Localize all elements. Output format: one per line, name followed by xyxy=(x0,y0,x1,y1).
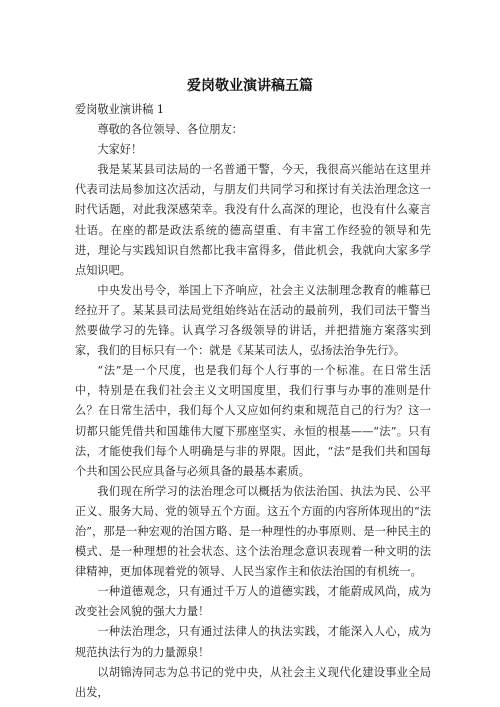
document-subtitle: 爱岗敬业演讲稿 1 xyxy=(75,103,164,116)
paragraph: 一种法治理念，只有通过法律人的执法实践，才能深入人心，成为规范执法行为的力量源泉！ xyxy=(75,625,431,659)
paragraph-salutation: 尊敬的各位领导、各位朋友： xyxy=(97,123,243,137)
document-body xyxy=(75,100,431,703)
paragraph: 以胡锦涛同志为总书记的党中央，从社会主义现代化建设事业全局出发， xyxy=(75,665,431,699)
document-title: 爱岗敬业演讲稿五篇 xyxy=(187,78,313,94)
paragraph-greeting: 大家好！ xyxy=(97,143,143,157)
paragraph: 我们现在所学习的法治理念可以概括为依法治国、执法为民、公平正义、服务大局、党的领导五个方面。这五个方面的内容所体现出的“法治”，那是一种宏观的治国方略、是一种理性的办事原则、是一种民主的模式、是一种理想的社会状态、这个法治理念意识表现着一种文明的法律精神，更加体现着党的领导、人民当家作主和依法治国的有机统一。 xyxy=(75,484,431,579)
paragraph: 我是某某县司法局的一名普通干警，今天，我很高兴能站在这里并代表司法局参加这次活动，与朋友们共同学习和探讨有关法治理念这一时代话题，对此我深感荣幸。我没有什么高深的理论，也没有什么豪言壮语。在座的都是政法系统的德高望重、有丰富工作经验的领导和先进，理论与实践知识自然都比我丰富得多，借此机会，我就向大家多学点知识吧。 xyxy=(75,163,431,277)
paragraph: 一种道德观念，只有通过千万人的道德实践，才能蔚成风尚，成为改变社会风貌的强大力量！ xyxy=(75,585,431,619)
paragraph: 中央发出号令，举国上下齐响应，社会主义法制理念教育的帷幕已经拉开了。某某县司法局党组始终站在活动的最前列，我们司法干警当然要做学习的先锋。认真学习各级领导的讲话，并把措施方案落实到家，我们的目标只有一个：就是《某某司法人，弘扬法治争先行》。 xyxy=(75,283,431,358)
paragraph: “法”是一个尺度，也是我们每个人行事的一个标准。在日常生活中，特别是在我们社会主义文明国度里，我们行事与办事的准则是什么？在日常生活中，我们每个人又应如何约束和规范自己的行为？这一切都只能凭借共和国雄伟大厦下那座坚实、永恒的根基——“法”。只有法，才能使我们每个人明确是与非的界限。因此，“法”是我们共和国每个共和国公民应具备与必须具备的最基本素质。 xyxy=(75,364,431,478)
